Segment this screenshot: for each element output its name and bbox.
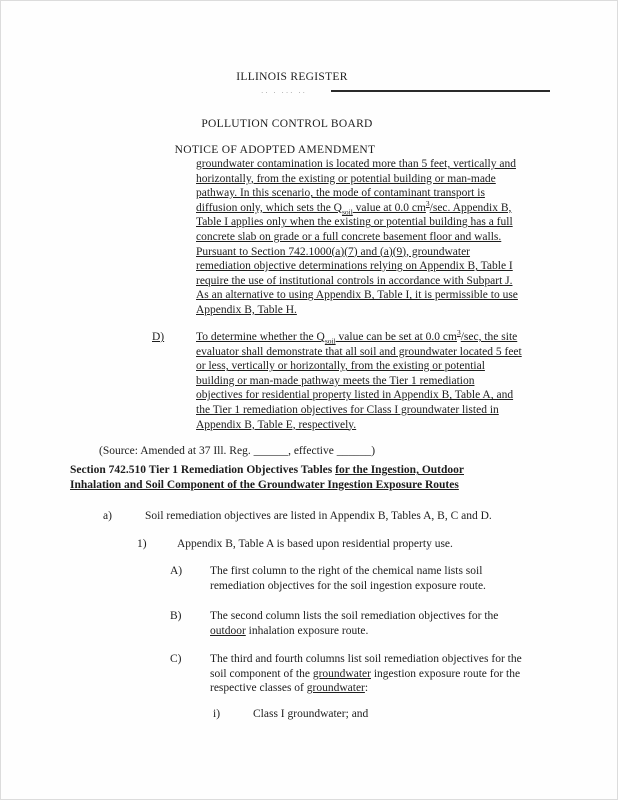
notice-title: NOTICE OF ADOPTED AMENDMENT (174, 144, 376, 156)
item-d-paragraph: To determine whether the $Q_{soil}$ value can be set at 0.0 $cm^3/\sec$, the site evaluator shall demonstrate that all soil and groundwater located 5 feet or less, vertically or horizontally, from the existing or potential building or man-made pathway meets the Tier 1 remediation objectives for residential property listed in Appendix B, Table A, and the Tier 1 remediation objectives for Class I groundwater listed in Appendix B, Table E, respectively. (196, 328, 522, 431)
item-d-label: D) (152, 331, 165, 343)
item-a-label: a) (103, 510, 112, 522)
faint-scan-marks: ·· · ··· ·· (261, 89, 307, 97)
header-rule (331, 90, 550, 92)
item-1-text: Appendix B, Table A is based upon residential property use. (177, 538, 453, 550)
item-1-label: 1) (137, 538, 147, 550)
board-title: POLLUTION CONTROL BOARD (201, 118, 373, 130)
item-1Ci-text: Class I groundwater; and (253, 708, 369, 720)
item-1A-label: A) (170, 565, 183, 577)
continuation-paragraph: groundwater contamination is located more than 5 feet, vertically and horizontally, from the existing or potential building or man-made pathway. In this scenario, the mode of contaminant transport is diffusion only, which sets the $Q_{soil}$ value at 0.0 $cm^3/\sec$. Appendix B, Table I applies only when the existing or potential building has a full concrete slab on grade or a full concrete basement floor and walls. Pursuant to Section 742.1000(a)(7) and (a)(9), groundwater remediation objective determinations relying on Appendix B, Table I require the use of institutional controls in accordance with Subpart J. As an alternative to using Appendix B, Table I, it is permissible to use Appendix B, Table H. (196, 158, 518, 316)
section-heading: Section 742.510 Tier 1 Remediation Objectives Tables for the Ingestion, Outdoor Inhalation and Soil Component of the Groundwater Ingestion Exposure Routes (70, 464, 464, 491)
item-a-text: Soil remediation objectives are listed in Appendix B, Tables A, B, C and D. (145, 510, 492, 522)
item-1C-text: The third and fourth columns list soil remediation objectives for the soil component of the groundwater ingestion exposure route for the respective classes of groundwater: (210, 653, 522, 695)
source-line: (Source: Amended at 37 Ill. Reg. ______, effective ______) (99, 445, 376, 457)
item-1B-text: The second column lists the soil remediation objectives for the outdoor inhalation exposure route. (210, 610, 499, 637)
item-1A-text: The first column to the right of the chemical name lists soil remediation objectives for the soil ingestion exposure route. (210, 565, 486, 592)
register-title: ILLINOIS REGISTER (236, 71, 348, 83)
item-1C-label: C) (170, 653, 182, 665)
item-1B-label: B) (170, 610, 182, 622)
item-1Ci-label: i) (213, 708, 221, 720)
